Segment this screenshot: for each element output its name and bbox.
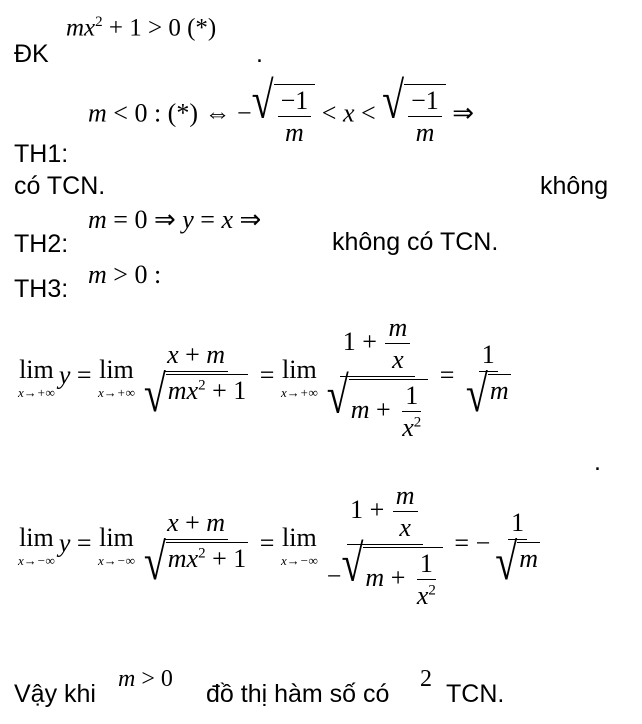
conclusion-middle: đồ thị hàm số có xyxy=(206,680,390,708)
limit-positive-formula: lim x→+∞ y = lim x→+∞ x + m √ $mx^2 + 1$ = lim x→+∞ 1 + $\frac{m}{x}$ √ m + $\frac{1}{x^2}$ = 1 √ m xyxy=(18,313,509,442)
dk-period: . xyxy=(256,40,263,68)
dk-label: ĐK xyxy=(14,40,49,68)
dk-condition: $mx^2 + 1 > 0$ (*) xyxy=(66,14,217,42)
limit-negative-formula: lim x→−∞ y = lim x→−∞ x + m √ $mx^2 + 1$ = lim x→−∞ 1 + $\frac{m}{x}$ − √ m + $\frac{1}{x^2}$ = − 1 √ m xyxy=(18,481,538,610)
th1-formula: m < 0 : (*) ⇔ − √ $\frac{-1}{m}$ < x < √ $\frac{-1}{m}$ ⇒ xyxy=(88,70,475,148)
conclusion-count: 2 xyxy=(420,666,432,692)
th2-formula: m = 0 ⇒ y = x ⇒ xyxy=(88,205,262,234)
th2-label: TH2: xyxy=(14,230,69,258)
conclusion-prefix: Vậy khi xyxy=(14,680,96,708)
th1-label: TH1: xyxy=(14,140,69,168)
th1-text-a: không xyxy=(540,172,609,200)
period-after-limit: . xyxy=(594,448,601,476)
th3-label: TH3: xyxy=(14,275,69,303)
th2-text: không có TCN. xyxy=(332,228,499,256)
conclusion-suffix: TCN. xyxy=(446,680,505,708)
th1-text-b: có TCN. xyxy=(14,172,106,200)
th3-formula: m > 0 : xyxy=(88,260,162,289)
conclusion-condition: m > 0 xyxy=(118,666,173,692)
